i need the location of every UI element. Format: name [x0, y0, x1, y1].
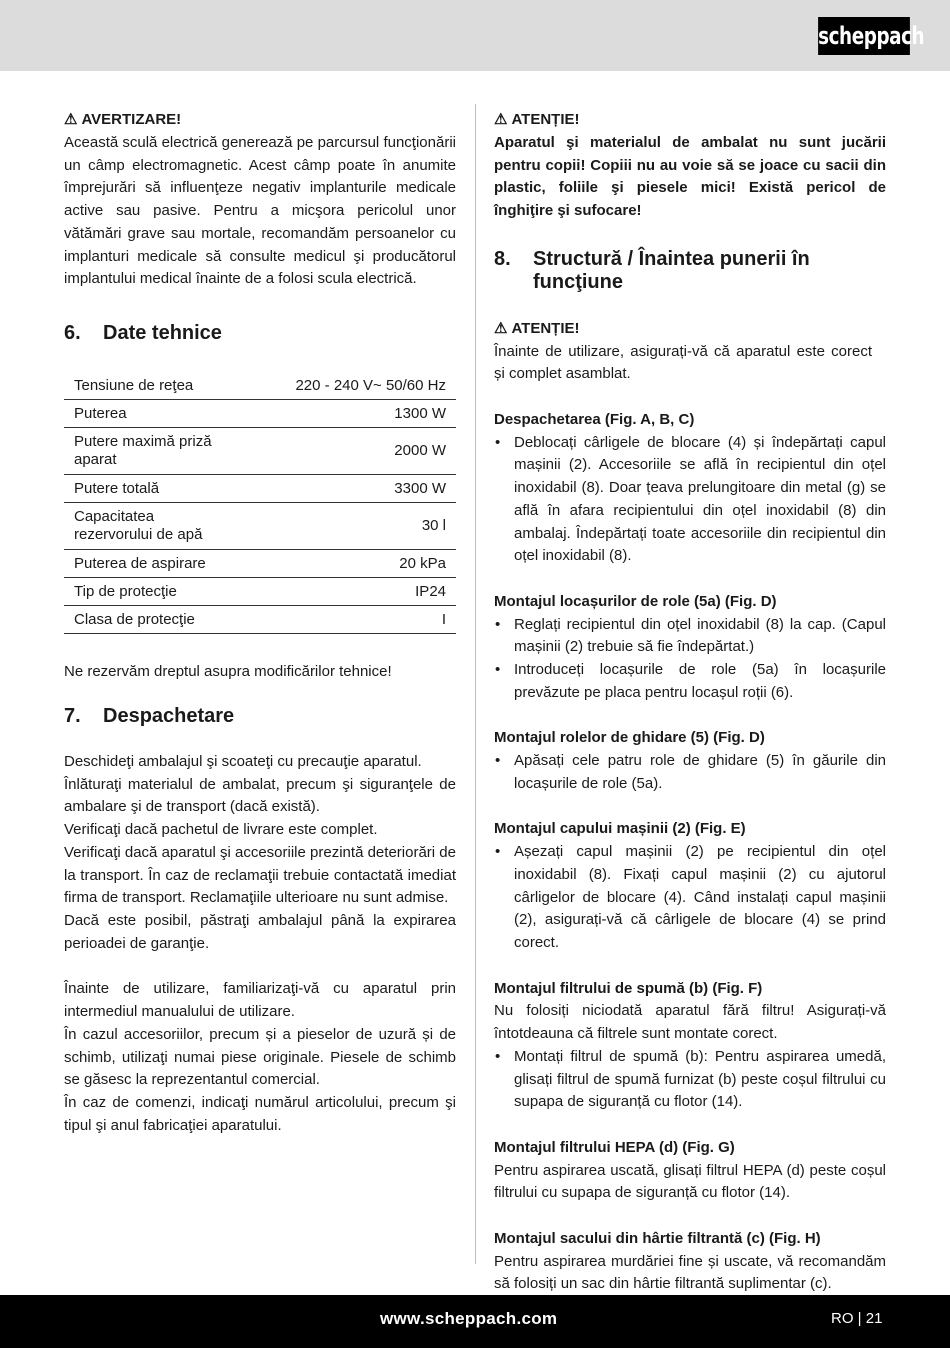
tech-specs-table — [64, 372, 456, 634]
left-column — [64, 109, 456, 1138]
paragraph: Dacă este posibil, păstraţi ambalajul până la expirarea perioadei de garanţie. — [64, 912, 456, 952]
subheading: Despachetarea (Fig. A, B, C) — [494, 410, 695, 428]
section-number: 8. — [494, 247, 511, 270]
spec-value: I — [234, 606, 456, 634]
warning-heading — [64, 109, 456, 132]
subheading: Montajul locașurilor de role (5a) (Fig. D) — [494, 592, 777, 610]
list-item: • Montați filtrul de spumă (b): Pentru aspirarea umedă, glisați filtrul de spumă furnizat (b) peste coșul filtrului cu supapa de siguranță cu flotor (14). — [494, 1046, 886, 1114]
bullet-list — [494, 1046, 886, 1114]
spec-label: Putere maximă priză aparat — [64, 428, 234, 475]
table-row — [64, 503, 456, 550]
section-title: Structură / Înaintea punerii în funcţiune — [533, 247, 810, 293]
section-8-heading — [494, 248, 886, 294]
table-row — [64, 475, 456, 503]
paragraph: În cazul accesoriilor, precum și a pieselor de uzură și de schimb, utilizaţi numai piese originale. Piesele de schimb se găsesc la reprezentantul comercial. — [64, 1025, 456, 1089]
bullet-list — [494, 614, 886, 705]
spec-value: 2000 W — [234, 428, 456, 475]
section-title: Date tehnice — [103, 322, 222, 344]
subheading: Montajul filtrului HEPA (d) (Fig. G) — [494, 1138, 735, 1156]
footer-bar — [0, 1295, 950, 1348]
scheppach-logo: scheppach — [818, 17, 910, 55]
table-row — [64, 550, 456, 578]
warning-triangle-icon: ⚠ — [494, 319, 508, 337]
spec-value: 30 l — [234, 503, 456, 550]
paragraph: Înlăturaţi materialul de ambalat, precum şi siguranţele de ambalare şi de transport (dacă există). — [64, 775, 456, 816]
page-indicator: RO | 21 — [831, 1310, 883, 1327]
table-row — [64, 400, 456, 428]
attention-title: ATENȚIE! — [511, 111, 580, 128]
paragraph: Pentru aspirarea murdăriei fine și uscate, vă recomandăm să folosiți un sac din hârtie filtrantă suplimentar (c). — [494, 1252, 886, 1293]
table-row — [64, 372, 456, 400]
warning-text: Această sculă electrică generează pe parcursul funcţionării un câmp electromagnetic. Acest câmp poate în anumite împrejurări să influenţeze negativ implanturile medicale active sau pasive. Pentru a micşora pericolul unor vătămări grave sau mortale, recomandăm persoanelor cu implanturi medicale să consulte medicul şi producătorul implantului medical înainte de a folosi scula electrică. — [64, 133, 456, 288]
subheading: Montajul rolelor de ghidare (5) (Fig. D) — [494, 729, 765, 747]
paragraph: Deschideţi ambalajul şi scoateţi cu precauţie aparatul. — [64, 752, 422, 770]
paragraph: Verificaţi dacă aparatul şi accesoriile prezintă deteriorări de la transport. În caz de reclamaţii trebuie contactată imediat firma de transport. Reclamaţiile ulterioare nu sunt admise. — [64, 843, 456, 907]
paragraph: Verificaţi dacă pachetul de livrare este complet. — [64, 821, 378, 838]
attention-heading — [494, 109, 886, 132]
section-6-heading — [64, 322, 456, 345]
right-column — [494, 109, 886, 1296]
header-bar — [0, 0, 950, 71]
spec-label: Tip de protecţie — [64, 578, 234, 606]
spec-value: 1300 W — [234, 400, 456, 428]
subheading: Montajul sacului din hârtie filtrantă (c) (Fig. H) — [494, 1229, 821, 1247]
specs-note: Ne rezervăm dreptul asupra modificărilor tehnice! — [64, 663, 392, 680]
column-divider — [475, 104, 476, 1264]
website-link[interactable]: www.scheppach.com — [380, 1309, 558, 1328]
table-row — [64, 578, 456, 606]
paragraph: Nu folosiți niciodată aparatul fără filtru! Asigurați-vă întotdeauna că filtrele sunt montate corect. — [494, 1002, 886, 1042]
language-code: RO — [831, 1310, 854, 1327]
warning-triangle-icon: ⚠ — [64, 111, 78, 128]
attention-text: Aparatul şi materialul de ambalat nu sunt jucării pentru copii! Copiii nu au voie să se joace cu sacii din plastic, foliile şi piesele mici! Există pericol de înghiţire şi sufocare! — [494, 133, 886, 219]
spec-value: 220 - 240 V~ 50/60 Hz — [234, 372, 456, 400]
spec-value: 3300 W — [234, 475, 456, 503]
spec-label: Puterea de aspirare — [64, 550, 234, 578]
spec-label: Clasa de protecţie — [64, 606, 234, 634]
spec-label: Putere totală — [64, 475, 234, 503]
list-item: • Deblocați cârligele de blocare (4) și îndepărtați capul mașinii (2). Accesoriile se află în recipientul din oțel inoxidabil (8). Doar țeava prelungitoare din metal (g) se află în afara recipientului din oțel inoxidabil (8) din ambalaj. Îndepărtați toate accesoriile din recipientul din oțel inoxidabil (8). — [494, 432, 886, 569]
section-number: 7. — [64, 704, 81, 727]
paragraph: În caz de comenzi, indicaţi numărul articolului, precum şi tipul şi anul fabricaţiei aparatului. — [64, 1094, 456, 1134]
table-row — [64, 428, 456, 475]
bullet-list — [494, 841, 886, 955]
list-item: • Introduceți locașurile de role (5a) în locașurile prevăzute pe placa pentru locașul roții (6). — [494, 659, 886, 705]
attention-heading — [494, 318, 886, 341]
subheading: Montajul capului mașinii (2) (Fig. E) — [494, 820, 746, 838]
paragraph: Pentru aspirarea uscată, glisați filtrul HEPA (d) peste coșul filtrului cu supapa de siguranță cu flotor (14). — [494, 1161, 886, 1202]
page-number: 21 — [865, 1310, 883, 1327]
list-item: • Apăsați cele patru role de ghidare (5) în găurile din locașurile de role (5a). — [494, 750, 886, 796]
bullet-list — [494, 750, 886, 796]
bullet-list — [494, 432, 886, 569]
attention-text: Înainte de utilizare, asigurați-vă că aparatul este corect și complet asamblat. — [494, 342, 872, 383]
spec-value: IP24 — [234, 578, 456, 606]
spec-value: 20 kPa — [234, 550, 456, 578]
section-7-heading — [64, 705, 456, 728]
section-title: Despachetare — [103, 704, 235, 727]
subheading: Montajul filtrului de spumă (b) (Fig. F) — [494, 979, 763, 997]
spec-label: Puterea — [64, 400, 234, 428]
list-item: • Așezați capul mașinii (2) pe recipientul din oțel inoxidabil (8). Fixați capul mașinii (2) cu ajutorul cârligelor de blocare (4). Când instalați capul mașinii (2), asigurați-vă că cârligele de blocare (4) se prind corect. — [494, 841, 886, 955]
list-item: • Reglați recipientul din oțel inoxidabil (8) la cap. (Capul mașinii (2) trebuie să fie îndepărtat.) — [494, 614, 886, 660]
spec-label: Capacitatea rezervorului de apă — [64, 503, 234, 550]
table-row — [64, 606, 456, 634]
warning-triangle-icon: ⚠ — [494, 111, 508, 128]
section-number: 6. — [64, 322, 81, 344]
paragraph: Înainte de utilizare, familiarizaţi-vă cu aparatul prin intermediul manualului de utilizare. — [64, 980, 456, 1020]
spec-label: Tensiune de reţea — [64, 372, 234, 400]
warning-title: AVERTIZARE! — [81, 111, 182, 128]
attention-title: ATENȚIE! — [511, 319, 580, 337]
